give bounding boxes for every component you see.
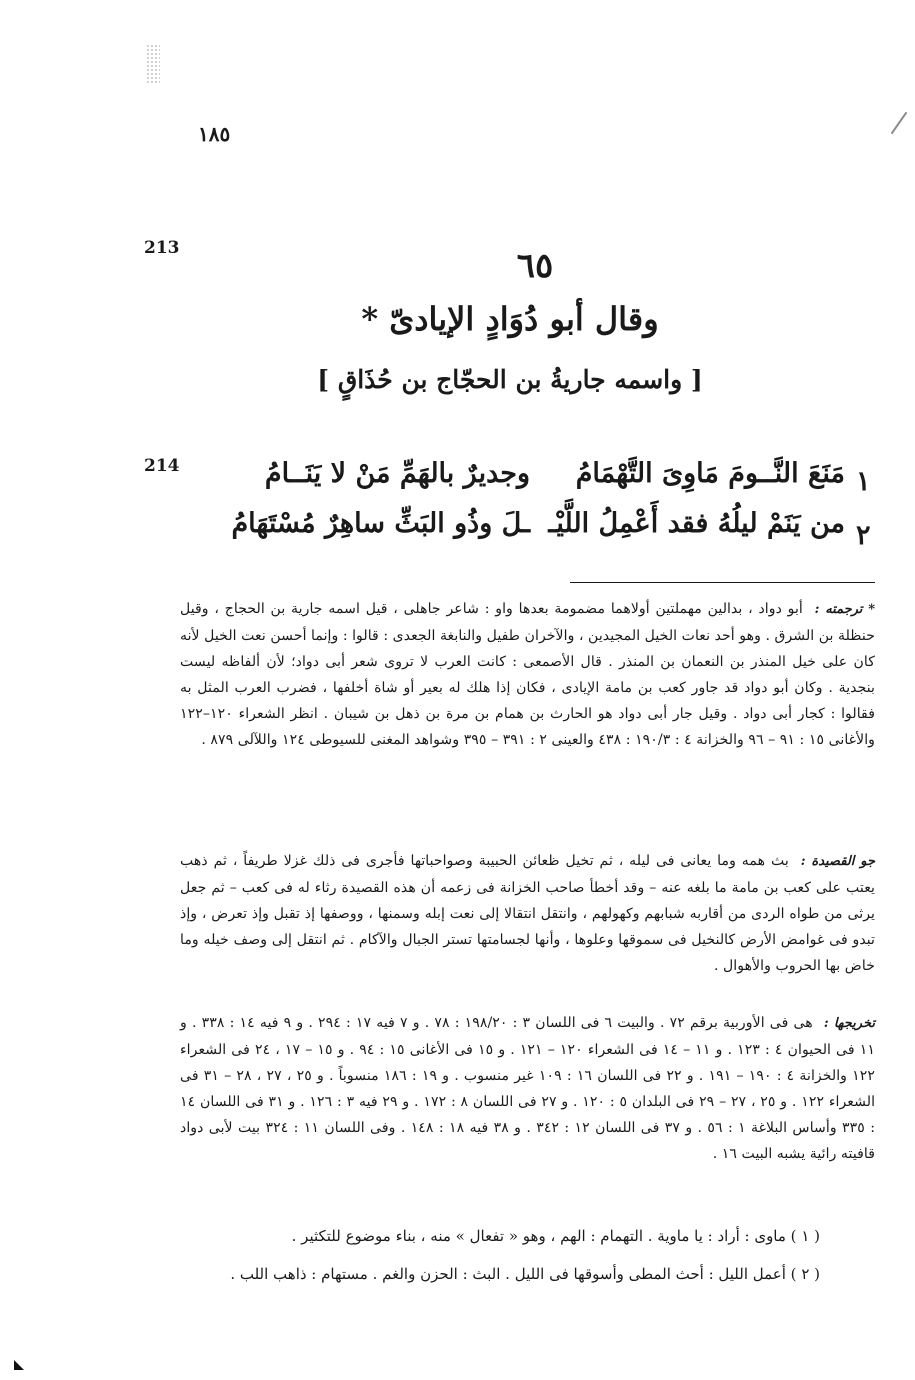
sources-note [180, 1010, 875, 1167]
poem-title: وقال أبو دُوَادٍ الإيادىّ * [361, 300, 659, 338]
poem-subtitle: [ واسمه جاريةُ بن الحجّاج بن حُذَاقٍ ] [317, 365, 703, 394]
verse-second-hemistich: وجديرٌ بالهَمِّ مَنْ لا يَنَــامُ [264, 458, 530, 489]
verse-second-hemistich: ـلَ وذُو البَثِّ ساهِرٌ مُسْتَهَامُ [231, 508, 530, 539]
margin-number-213: 213 [144, 238, 180, 258]
poem-summary-label: جو القصيدة : [800, 854, 875, 869]
gloss-line: ( ٢ ) أعمل الليل : أحث المطى وأسوقها فى الليل . البث : الحزن والغم . مستهام : ذاهب اللب . [230, 1265, 820, 1283]
verse-first-hemistich: من يَنَمْ ليلُهُ فقد أَعْمِلُ اللَّيْـ [548, 508, 845, 539]
footnote-rule [570, 582, 875, 583]
poem-summary-text: بث همه وما يعانى فى ليله ، ثم تخيل ظعائن الحبيبة وصواحباتها فأجرى فى ذلك غزلا طريفاً ، ثم ذهب يعتب على كعب بن مامة ما بلغه عنه – وقد أخطأ صاحب الخزانة فى زعمه أن هذه القصيدة رثاء له فى كعب – ثم جعل يرثى من طواه الردى من أقاربه شبابهم وكهولهم ، وانتقل انتقالا إلى نعت إبله وسمنها ، ووصفها إذ تقبل وإذ تعرض ، وإذ تبدو فى غوامض الأرض كالنخيل فى سموقها وعلوها ، وأنها لجسامتها تستر الجبال والآكام . ثم انتقل إلى وصف خيله وما خاض بها الحروب والأهوال . [180, 853, 875, 974]
page-number: ١٨٥ [198, 122, 231, 146]
poem-summary-note [180, 848, 875, 979]
sources-text: هى فى الأوربية برقم ٧٢ . والبيت ٦ فى اللسان ٣ : ١٩٨/٢٠ : ٧٨ . و ٧ فيه ١٧ : ٢٩٤ . و ٩ فيه ١٤ : ٣٣٨ . و ١١ فى الحيوان ٤ : ١٢٣ . و ١١ – ١٤ فى الشعراء ١٢٠ – ١٢١ . و ١٥ فى الأغانى ١٥ : ٩٤ . و ١٥ – ١٧ ، ٢٤ فى الشعراء ١٢٢ والخزانة ٤ : ١٩٠ – ١٩١ . و ٢٢ فى اللسان ١٦ : ١٠٩ غير منسوب . و ١٩ : ١٨٦ منسوباً . و ٢٥ ، ٢٧ ، ٢٨ – ٣١ فى الشعراء ١٢٢ . و ٢٥ ، ٢٧ – ٢٩ فى البلدان ٥ : ١٢٠ . و ٢٧ فى اللسان ٨ : ١٧٢ . و ٢٩ فيه ٣ : ١٢٦ . و ٣١ فى اللسان ١٤ : ٣٣٥ وأساس البلاغة ١ : ٥٦ . و ٣٧ فى اللسان ١٢ : ٣٤٢ . و ٣٨ فيه ١٨ : ١٤٨ . وفى اللسان ١١ : ٣٢٤ بيت لأبى دواد قافيته رائية يشبه البيت ١٦ . [180, 1015, 876, 1162]
scan-corner-mark [14, 1360, 24, 1370]
gloss-line: ( ١ ) ماوى : أراد : يا ماوية . التهمام : الهم ، وهو « تفعال » منه ، بناء موضوع للتكثير . [291, 1227, 820, 1245]
poem-number: ٦٥ [516, 246, 554, 286]
margin-number-214: 214 [144, 456, 180, 476]
sources-label: تخريجها : [823, 1016, 875, 1031]
biography-note [180, 596, 875, 753]
verse-number: ٢ [856, 520, 871, 551]
biography-text: أبو دواد ، بدالين مهملتين أولاهما مضمومة بعدها واو : شاعر جاهلى ، قيل اسمه جارية بن الحجاج ، وقيل حنظلة بن الشرق . وهو أحد نعات الخيل المجيدين ، والآخران طفيل والنابغة الجعدى : قالوا : وإنما أحسن نعت الخيل لأنه كان على خيل المنذر بن النعمان بن المنذر . قال الأصمعى : كانت العرب لا تروى شعر أبى دواد؛ لأن ألفاظه ليست بنجدية . وكان أبو دواد قد جاور كعب بن مامة الإيادى ، فكان إذا هلك له بعير أو شاة أخلفها ، فضرب العرب المثل به فقالوا : كجار أبى دواد . وقيل جار أبى دواد هو الحارث بن همام بن مرة بن ذهل بن شيبان . انظر الشعراء ١٢٠–١٢٢ والأغانى ١٥ : ٩١ – ٩٦ والخزانة ٤ : ١٩٠/٣ : ٤٣٨ والعينى ٢ : ٣٩١ – ٣٩٥ وشواهد المغنى للسيوطى ١٢٤ واللآلى ٨٧٩ . [180, 601, 875, 748]
biography-label: * ترجمته : [814, 602, 875, 617]
verse-number: ١ [856, 466, 871, 497]
scan-edge-mark [891, 112, 908, 134]
verse-first-hemistich: مَنَعَ النَّــومَ مَاوِىَ التَّهْمَامُ [575, 458, 845, 489]
scan-speckle [146, 44, 160, 84]
